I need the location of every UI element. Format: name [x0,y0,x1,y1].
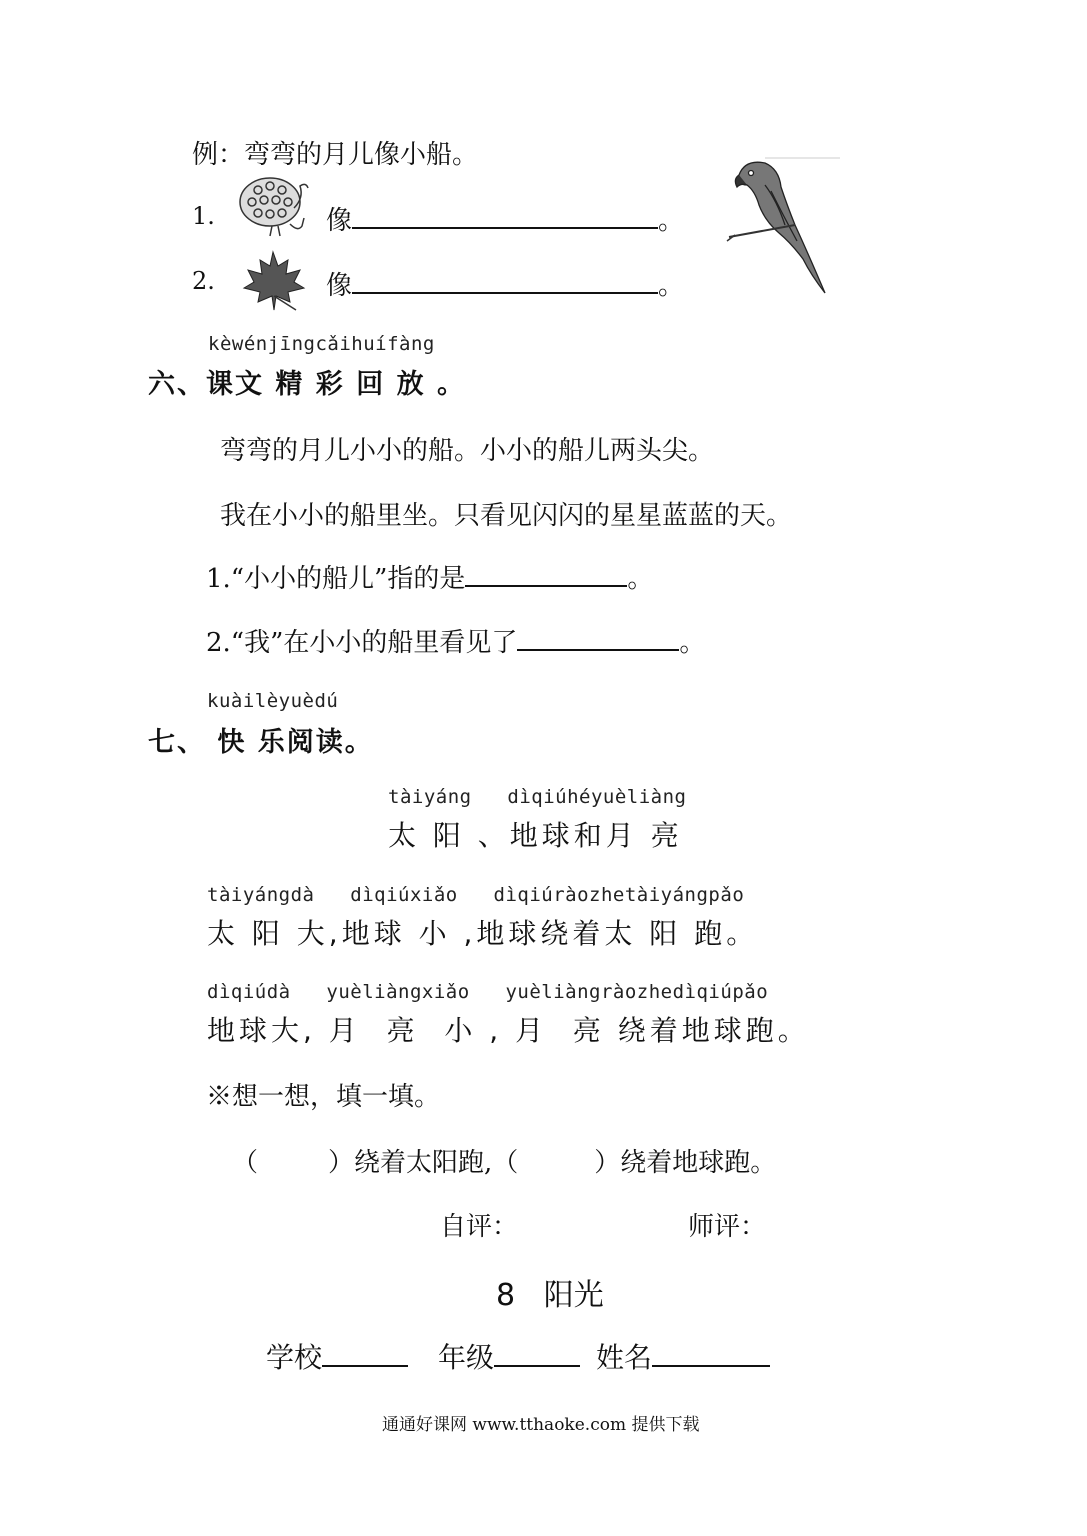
item-2-blank[interactable] [352,272,658,294]
item-1-line [326,200,684,237]
item-2-word: 像 [326,271,353,301]
footer-credit: 通通好课网 www.tthaoke.com 提供下载 [382,1415,700,1435]
section-7-pinyin: kuàilèyuèdú [207,690,339,712]
question-2-text: 2.“我”在小小的船里看见了 [206,628,518,658]
fill-b-close: ）绕着地球跑。 [594,1148,777,1178]
poem-line-1: 太 阳 大,地球 小 ,地球绕着太 阳 跑。 [207,917,759,950]
name-blank[interactable] [652,1345,770,1367]
item-2-number: 2. [192,267,215,295]
student-info-row [266,1336,770,1376]
item-1-word: 像 [326,206,353,236]
item-2-end: 。 [658,271,685,301]
item-2-line [326,265,684,302]
fill-a-close: ）绕着太阳跑,（ [328,1148,519,1178]
text-line-1: 弯弯的月儿小小的船。小小的船儿两头尖。 [220,436,715,466]
poem-line-2-pinyin: dìqiúdà yuèliàngxiǎo yuèliàngràozhedìqiúpǎo [207,981,769,1003]
name-label: 姓名 [596,1341,653,1374]
item-1-end: 。 [658,206,685,236]
question-2 [206,622,705,659]
poem-title-pinyin: tàiyáng dìqiúhéyuèliàng [388,786,687,808]
fill-sentence [232,1142,776,1179]
poem-line-2: 地球大, 月 亮 小 , 月 亮 绕着地球跑。 [207,1014,810,1047]
question-1-text: 1.“小小的船儿”指的是 [206,564,466,594]
question-1 [206,558,653,595]
section-6-pinyin: kèwénjīngcǎihuífàng [208,333,435,355]
example-sentence: 例：弯弯的月儿像小船。 [192,140,479,170]
fill-a-open: （ [232,1148,259,1178]
grade-blank[interactable] [494,1345,580,1367]
section-7-title: 七、 快 乐阅读。 [148,727,374,758]
question-2-blank[interactable] [517,629,679,651]
question-1-end: 。 [627,564,654,594]
teacher-evaluation: 师评： [688,1212,767,1242]
poem-title: 太 阳 、地球和月 亮 [388,819,683,852]
item-1-blank[interactable] [352,207,658,229]
lesson-title: 8 阳光 [496,1278,604,1313]
parrot-icon [725,155,843,300]
self-evaluation: 自评： [440,1212,519,1242]
grade-label: 年级 [438,1341,495,1374]
item-1-number: 1. [192,202,215,230]
section-6-title: 六、课文 精 彩 回 放 。 [148,369,466,400]
poem-line-1-pinyin: tàiyángdà dìqiúxiǎo dìqiúràozhetàiyángpǎo [207,884,745,906]
maple-leaf-icon [238,248,308,314]
peacock-icon [232,168,314,242]
text-line-2: 我在小小的船里坐。只看见闪闪的星星蓝蓝的天。 [220,501,793,531]
question-2-end: 。 [679,628,706,658]
school-blank[interactable] [322,1345,408,1367]
question-1-blank[interactable] [465,565,627,587]
school-label: 学校 [266,1341,323,1374]
think-prompt: ※想一想，填一填。 [206,1082,441,1112]
